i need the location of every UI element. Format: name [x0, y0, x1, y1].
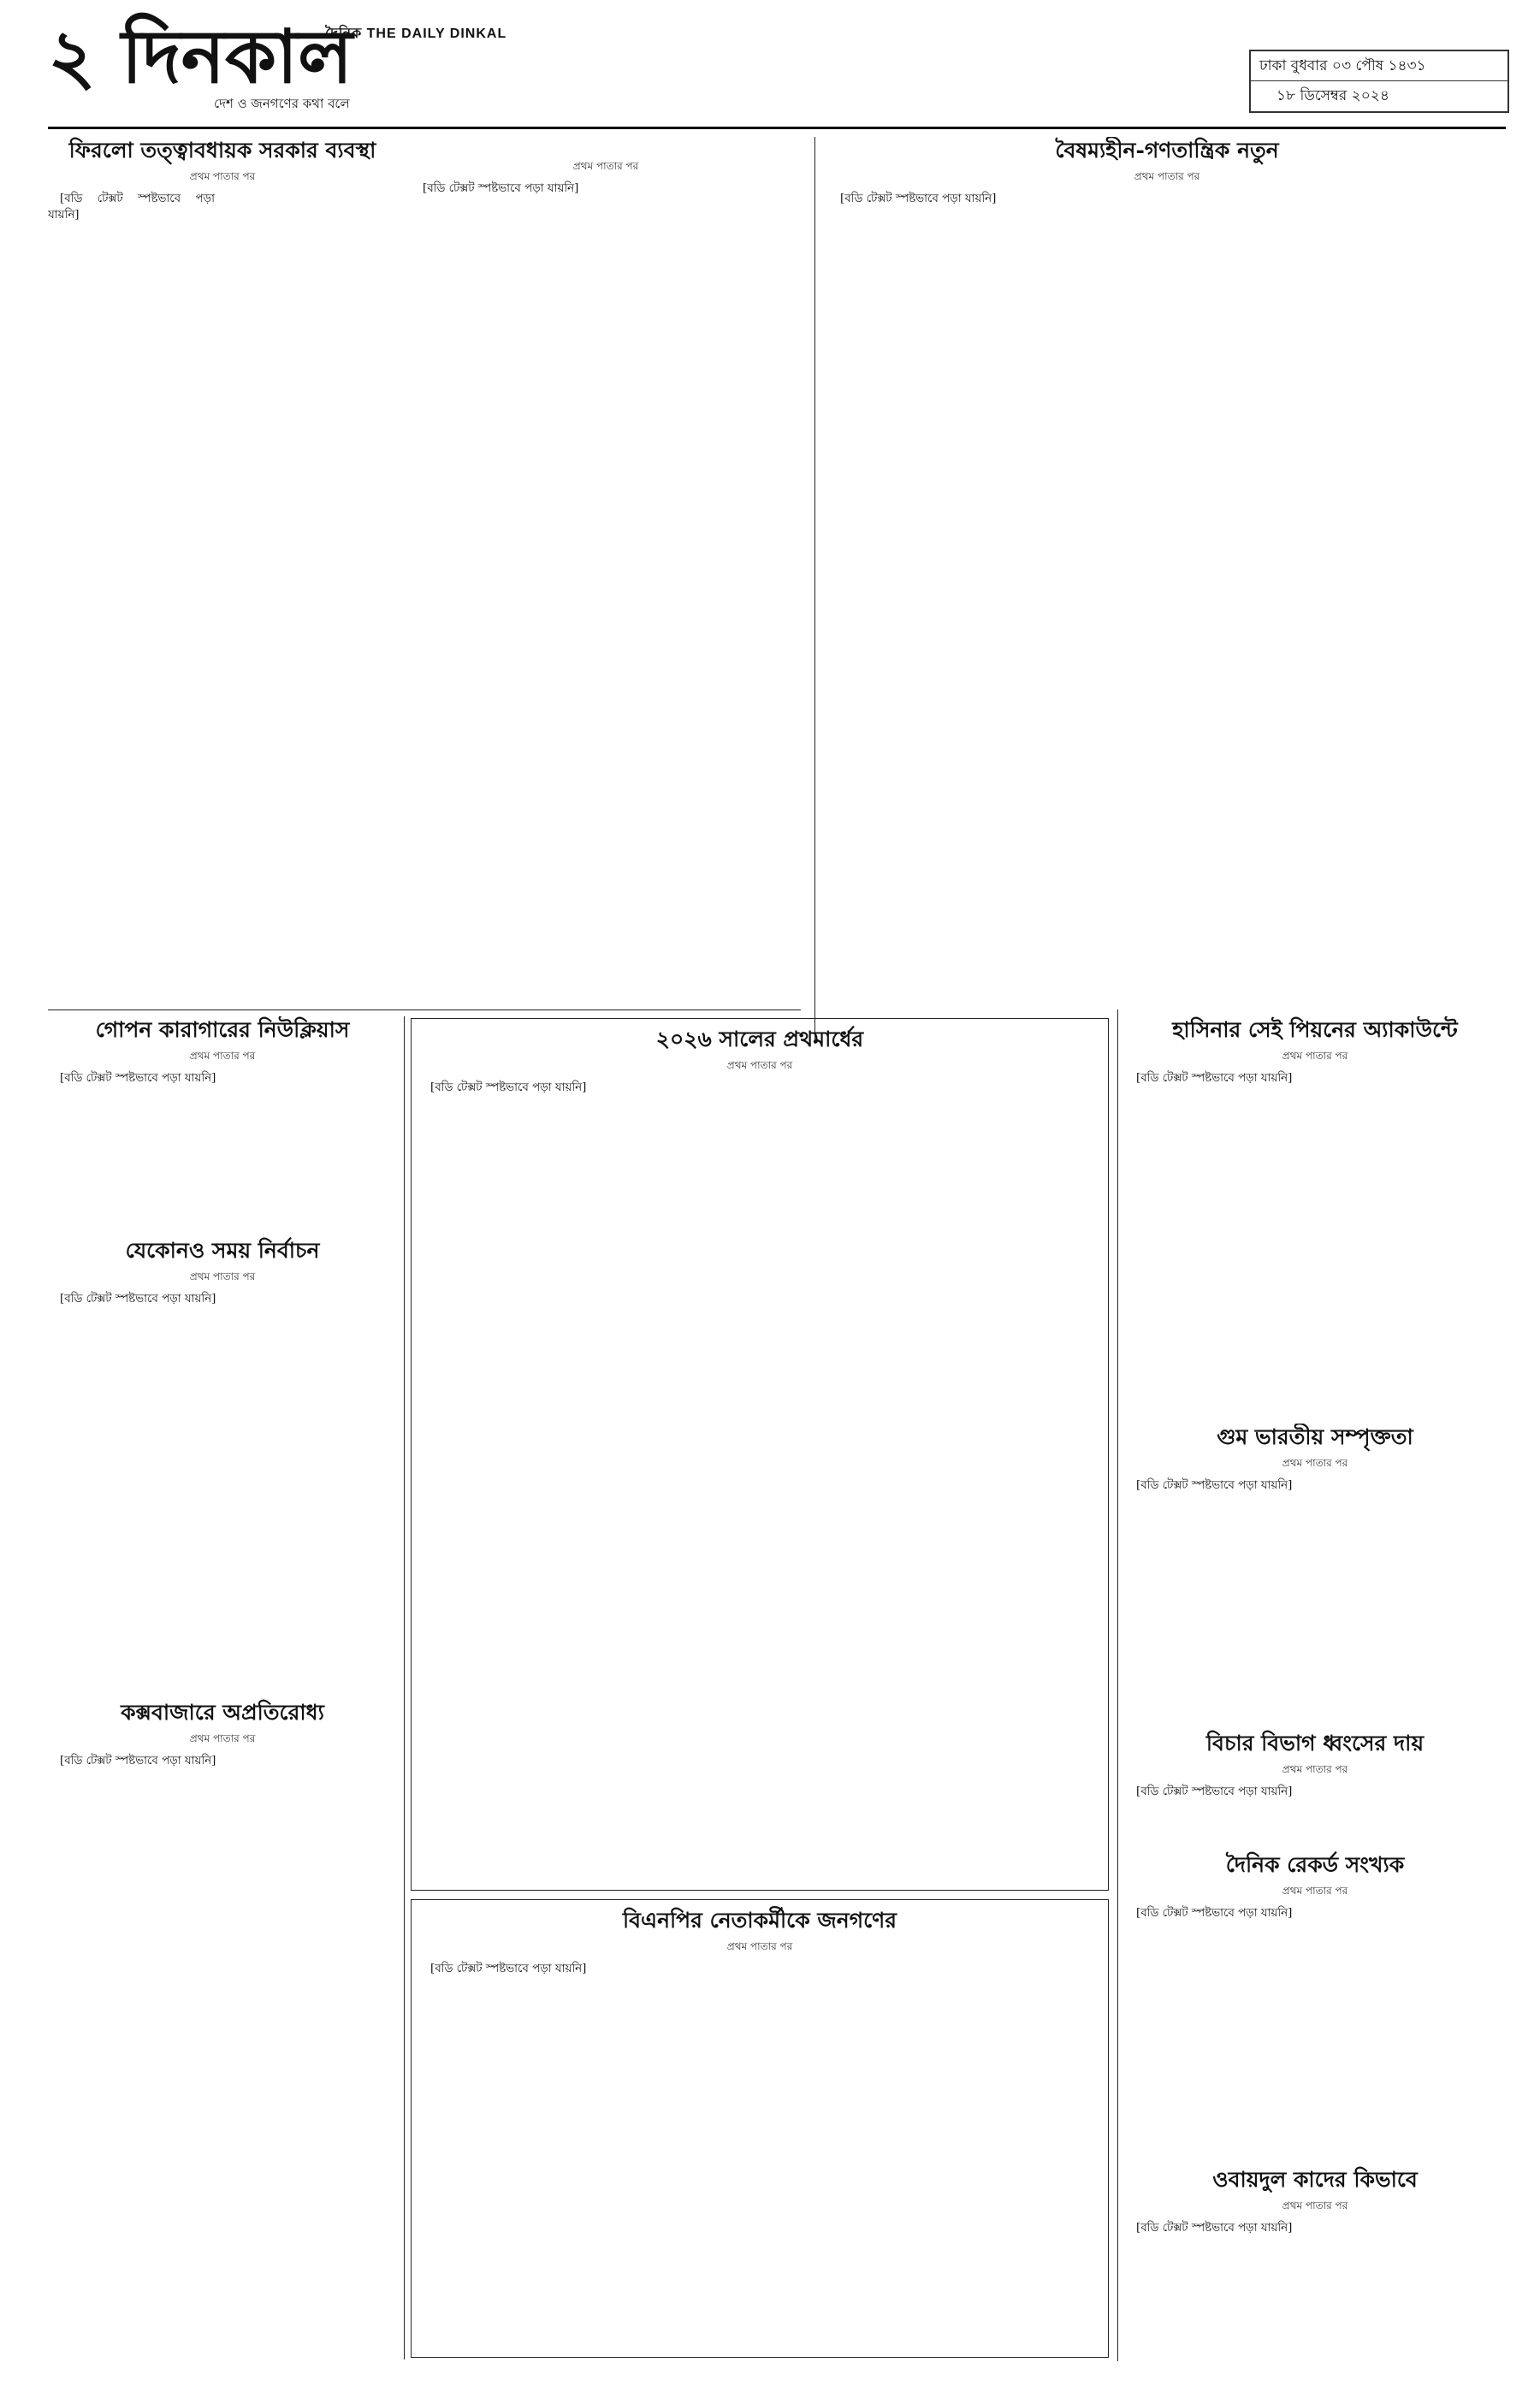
article-body [48, 192, 397, 223]
article-body [48, 1754, 397, 1770]
continued-label: প্রথম পাতার পর [189, 1050, 256, 1062]
headline: বিএনপির নেতাকর্মীকে জনগণের [622, 1908, 897, 1933]
continued-label: প্রথম পাতার পর [1134, 170, 1200, 182]
headline: যেকোনও সময় নির্বাচন [125, 1238, 320, 1263]
paragraph: [বডি টেক্সট স্পষ্টভাবে পড়া যায়নি] [430, 1963, 587, 1975]
newspaper-logo-english: দৈনিক THE DAILY DINKAL [325, 27, 507, 41]
continued-label: প্রথম পাতার পর [1282, 1885, 1348, 1897]
article-bichar [1124, 1730, 1506, 1846]
article-bnp [411, 1899, 1109, 2358]
paragraph: [বডি টেক্সট স্পষ্টভাবে পড়া যায়নি] [48, 192, 215, 222]
continued-label: প্রথম পাতার পর [1282, 1763, 1348, 1775]
article-body [418, 1962, 1101, 1978]
continued-label: প্রথম পাতার পর [726, 1940, 793, 1952]
article-gum [1124, 1424, 1506, 1723]
continued-label: প্রথম পাতার পর [572, 160, 639, 172]
article-jekono [48, 1237, 397, 1690]
article-body [1124, 2221, 1506, 2237]
article-record [1124, 1851, 1506, 2159]
continued-label: প্রথম পাতার পর [189, 1732, 256, 1744]
article-hasina [1124, 1016, 1506, 1418]
article-body [48, 1292, 397, 1308]
article-body [411, 181, 801, 198]
masthead [0, 0, 1540, 128]
headline: গোপন কারাগারের নিউক্লিয়াস [95, 1017, 350, 1042]
headline: বৈষম্যহীন-গণতান্ত্রিক নতুন [1055, 138, 1279, 163]
article-body [1124, 1906, 1506, 1922]
newspaper-tagline: দেশ ও জনগণের কথা বলে [214, 96, 350, 111]
article-gopon [48, 1016, 397, 1230]
continued-label: প্রথম পাতার পর [189, 1270, 256, 1282]
headline: বিচার বিভাগ ধ্বংসের দায় [1205, 1731, 1424, 1756]
paragraph: [বডি টেক্সট স্পষ্টভাবে পড়া যায়নি] [1136, 1479, 1293, 1492]
paragraph: [বডি টেক্সট স্পষ্টভাবে পড়া যায়নি] [1136, 1785, 1293, 1798]
paragraph: [বডি টেক্সট স্পষ্টভাবে পড়া যায়নি] [60, 1072, 216, 1085]
article-body [418, 1081, 1101, 1097]
headline: ২০২৬ সালের প্রথমার্ধের [655, 1027, 864, 1051]
masthead-rule [48, 127, 1506, 129]
article-page1-continued [411, 159, 801, 1001]
continued-label: প্রথম পাতার পর [1282, 2200, 1348, 2211]
paragraph: [বডি টেক্সট স্পষ্টভাবে পড়া যায়নি] [1136, 2222, 1293, 2235]
article-body [48, 1071, 397, 1087]
article-tattabodhayok [48, 137, 397, 1001]
article-2026 [411, 1018, 1109, 1891]
continued-label: প্রথম পাতার পর [1282, 1457, 1348, 1469]
headline: দৈনিক রেকর্ড সংখ্যক [1225, 1852, 1405, 1877]
newspaper-logo: ২ দিনকাল [48, 14, 353, 100]
paragraph: [বডি টেক্সট স্পষ্টভাবে পড়া যায়নি] [423, 182, 579, 195]
date-english: ১৮ ডিসেম্বর ২০২৪ [1276, 87, 1389, 104]
continued-label: প্রথম পাতার পর [189, 170, 256, 182]
continued-label: প্রথম পাতার পর [1282, 1050, 1348, 1062]
article-body [1124, 1785, 1506, 1801]
paragraph: [বডি টেক্সট স্পষ্টভাবে পড়া যায়নি] [840, 192, 997, 205]
headline: হাসিনার সেই পিয়নের অ্যাকাউন্টে [1172, 1017, 1458, 1042]
paragraph: [বডি টেক্সট স্পষ্টভাবে পড়া যায়নি] [60, 1293, 216, 1306]
headline: গুম ভারতীয় সম্পৃক্ততা [1217, 1424, 1413, 1449]
column-rule [1117, 1009, 1118, 2361]
paragraph: [বডি টেক্সট স্পষ্টভাবে পড়া যায়নি] [60, 1755, 216, 1767]
date-bengali: ঢাকা বুধবার ০৩ পৌষ ১৪৩১ [1251, 51, 1507, 81]
headline: কক্সবাজারে অপ্রতিরোধ্য [121, 1700, 324, 1725]
headline: ফিরলো তত্ত্বাবধায়ক সরকার ব্যবস্থা [68, 138, 376, 163]
continued-label: প্রথম পাতার পর [726, 1059, 793, 1071]
headline: ওবায়দুল কাদের কিভাবে [1212, 2167, 1418, 2192]
article-body [828, 192, 1506, 208]
column-rule [404, 1016, 405, 2359]
date-box [1249, 50, 1509, 113]
paragraph: [বডি টেক্সট স্পষ্টভাবে পড়া যায়নি] [1136, 1072, 1293, 1085]
article-body [1124, 1071, 1506, 1087]
paragraph: [বডি টেক্সট স্পষ্টভাবে পড়া যায়নি] [1136, 1907, 1293, 1920]
article-obaidul [1124, 2166, 1506, 2358]
article-boishommohin [828, 137, 1506, 1001]
article-coxsbazar [48, 1699, 397, 2358]
article-body [1124, 1478, 1506, 1495]
section-rule [48, 1009, 801, 1010]
column-rule [814, 137, 815, 1044]
paragraph: [বডি টেক্সট স্পষ্টভাবে পড়া যায়নি] [430, 1081, 587, 1094]
